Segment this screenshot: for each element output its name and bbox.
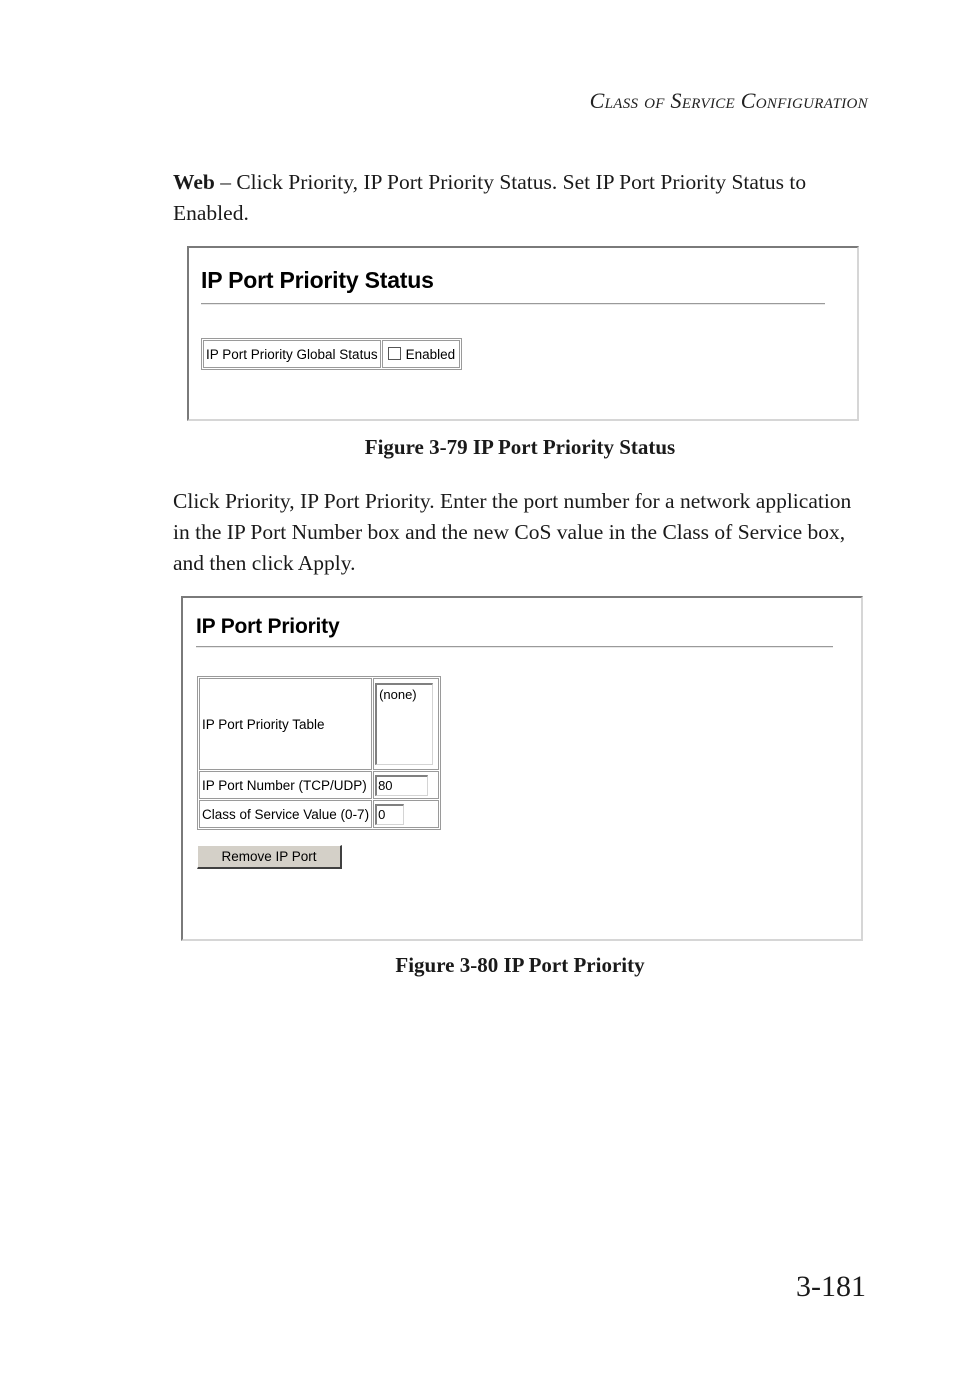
global-status-label: IP Port Priority Global Status [203, 340, 381, 368]
global-status-table [201, 338, 462, 370]
table-label: IP Port Priority Table [199, 678, 372, 770]
cos-value-input[interactable]: 0 [375, 804, 404, 825]
screen-title: IP Port Priority [196, 615, 340, 638]
ip-port-priority-form [197, 676, 441, 830]
intro-text: – Click Priority, IP Port Priority Status. Set IP Port Priority Status to Enabled. [173, 170, 807, 225]
enabled-checkbox[interactable] [388, 347, 401, 360]
cos-label: Class of Service Value (0-7) [199, 800, 372, 828]
list-item[interactable]: (none) [379, 687, 417, 702]
remove-ip-port-button[interactable]: Remove IP Port [197, 845, 342, 869]
ip-port-priority-listbox[interactable] [375, 683, 433, 765]
port-number-input[interactable]: 80 [375, 775, 428, 796]
title-divider [201, 303, 825, 305]
figure-caption-3-80: Figure 3-80 IP Port Priority [395, 953, 645, 977]
enabled-cell [382, 340, 461, 368]
intro-paragraph [173, 167, 873, 229]
running-head: Class of Service Configuration [589, 88, 868, 113]
port-number-cell [373, 771, 439, 799]
ip-port-priority-screenshot [181, 596, 863, 941]
intro-lead: Web [173, 170, 215, 194]
port-number-label: IP Port Number (TCP/UDP) [199, 771, 372, 799]
table-cell [373, 678, 439, 770]
instructions-paragraph: Click Priority, IP Port Priority. Enter the port number for a network application in the IP Port Number box and the new CoS value in the Class of Service box, and then click Apply. [173, 489, 852, 575]
title-divider [196, 646, 833, 648]
ip-port-priority-status-screenshot [187, 246, 859, 421]
page-number: 3-181 [796, 1270, 866, 1303]
figure-caption-3-79: Figure 3-79 IP Port Priority Status [364, 435, 676, 459]
screen-title: IP Port Priority Status [201, 267, 434, 293]
cos-cell [373, 800, 439, 828]
enabled-label: Enabled [405, 346, 456, 362]
